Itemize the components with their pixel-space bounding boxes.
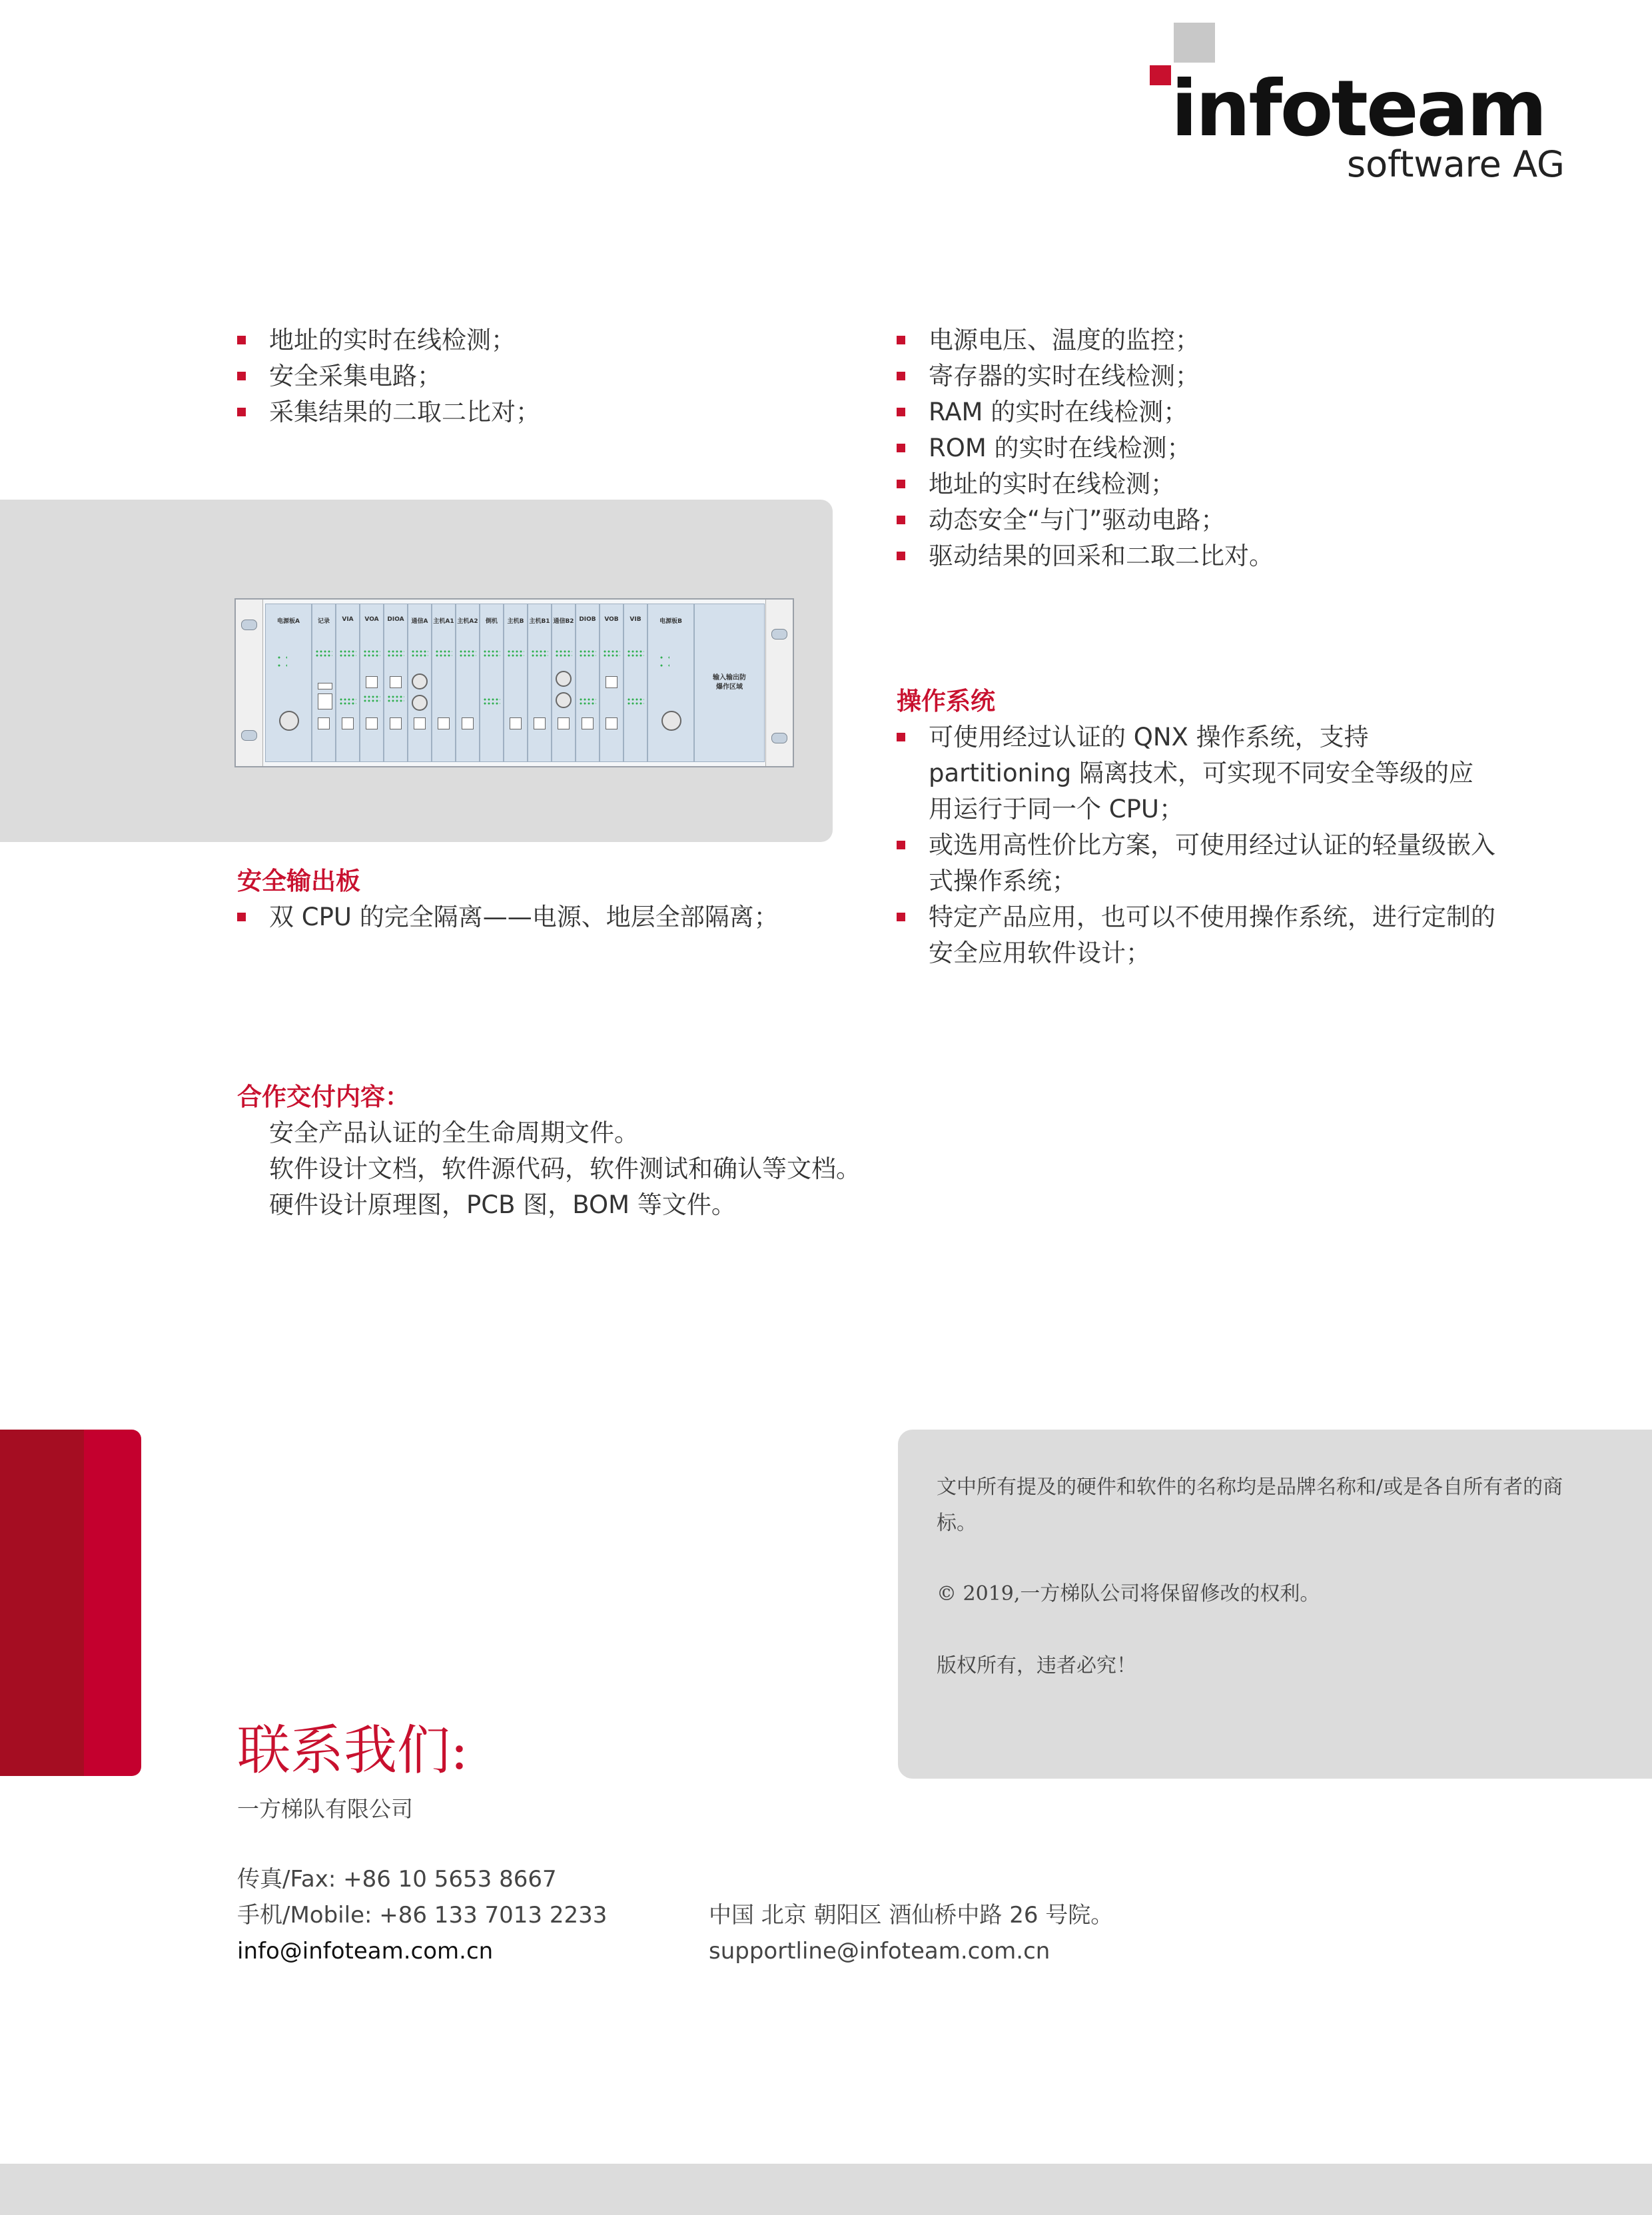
red-accent-bar (0, 1430, 141, 1776)
rack-slot-record: 记录 (312, 604, 336, 762)
list-item: 安全采集电路； (237, 358, 797, 394)
contact-title: 联系我们: (237, 1719, 468, 1781)
support-email-link[interactable]: supportline@infoteam.com.cn (709, 1938, 1050, 1965)
rack-hole (241, 620, 257, 630)
rack-hole (771, 733, 787, 743)
trademark-notice: 文中所有提及的硬件和软件的名称均是品牌名称和/或是各自所有者的商标。 (937, 1476, 1563, 1535)
list-item: 动态安全“与门”驱动电路； (897, 502, 1496, 538)
list-item: 地址的实时在线检测； (237, 322, 797, 358)
legal-notice-box (898, 1430, 1652, 1779)
list-item: 地址的实时在线检测； (897, 466, 1496, 502)
list-item: 特定产品应用，也可以不使用操作系统，进行定制的安全应用软件设计； (897, 899, 1496, 971)
rights-notice: 版权所有，违者必究！ (937, 1654, 1136, 1677)
rack-slot-vib: VIB (623, 604, 647, 762)
address: 中国 北京 朝阳区 酒仙桥中路 26 号院。 (709, 1902, 1114, 1929)
rack-hole (241, 730, 257, 741)
rack-slot-comm-b2: 通信B2 (552, 604, 576, 762)
copyright-notice: © 2019,一方梯队公司将保留修改的权利。 (937, 1582, 1320, 1605)
list-item: 采集结果的二取二比对； (237, 394, 797, 430)
list-item: 双 CPU 的完全隔离——电源、地层全部隔离； (237, 899, 797, 935)
list-item: 寄存器的实时在线检测； (897, 358, 1496, 394)
rack-slot-switch: 倒机 (480, 604, 504, 762)
deliverable-line: 安全产品认证的全生命周期文件。 (269, 1118, 639, 1147)
input-features-list (237, 322, 797, 430)
list-item: RAM 的实时在线检测； (897, 394, 1496, 430)
rack-io-panel: 输入输出防 爆作区域 (694, 604, 765, 762)
fax: 传真/Fax: +86 10 5653 8667 (237, 1866, 557, 1893)
rack-slot-comm-a: 通信A (408, 604, 432, 762)
rack-slot-host-a2: 主机A2 (456, 604, 480, 762)
rack-hole (771, 629, 787, 640)
list-item: ROM 的实时在线检测； (897, 430, 1496, 466)
deliverable-line: 硬件设计原理图，PCB 图，BOM 等文件。 (269, 1190, 736, 1219)
rack-slot-vob: VOB (600, 604, 623, 762)
company-name: 一方梯队有限公司 (237, 1796, 413, 1822)
list-item: 电源电压、温度的监控； (897, 322, 1496, 358)
safety-output-title: 安全输出板 (237, 867, 360, 895)
safety-output-list (237, 899, 797, 935)
rack-right-ear (765, 600, 793, 766)
deliverables-title: 合作交付内容： (237, 1083, 410, 1111)
email-link[interactable]: info@infoteam.com.cn (237, 1938, 494, 1965)
logo-red-square (1150, 65, 1171, 85)
list-item: 或选用高性价比方案，可使用经过认证的轻量级嵌入式操作系统； (897, 827, 1496, 899)
rack-illustration (234, 598, 794, 767)
power-knob (279, 711, 299, 731)
rack-slot-via: VIA (336, 604, 360, 762)
logo-subtitle: software AG (1347, 143, 1565, 185)
rack-slot-power-b: 电源板B (647, 604, 694, 762)
os-title: 操作系统 (897, 687, 995, 715)
logo-gray-square (1174, 23, 1215, 63)
footer-bar (0, 2164, 1652, 2215)
deliverables-section (237, 1079, 1036, 1223)
rack-slot-host-a1: 主机A1 (432, 604, 456, 762)
rack-left-ear (236, 600, 263, 766)
logo-wordmark: infoteam (1171, 64, 1545, 154)
rack-slot-host-b1: 主机B1 (528, 604, 552, 762)
rack-slot-power-a: 电源板A (265, 604, 312, 762)
output-features-list (897, 322, 1496, 574)
list-item: 驱动结果的回采和二取二比对。 (897, 538, 1496, 574)
power-knob (661, 711, 681, 731)
deliverable-line: 软件设计文档，软件源代码，软件测试和确认等文档。 (269, 1154, 861, 1183)
contact-left-column (237, 1861, 607, 1969)
os-list (897, 719, 1496, 971)
list-item: 可使用经过认证的 QNX 操作系统，支持 partitioning 隔离技术，可实现不同安全等级的应用运行于同一个 CPU； (897, 719, 1496, 827)
rack-slot-diob: DIOB (576, 604, 600, 762)
contact-right-column (709, 1897, 1113, 1969)
mobile: 手机/Mobile: +86 133 7013 2233 (237, 1902, 608, 1929)
rack-slot-voa: VOA (360, 604, 384, 762)
rack-slot-host-b: 主机B (504, 604, 528, 762)
rack-slot-dioa: DIOA (384, 604, 408, 762)
